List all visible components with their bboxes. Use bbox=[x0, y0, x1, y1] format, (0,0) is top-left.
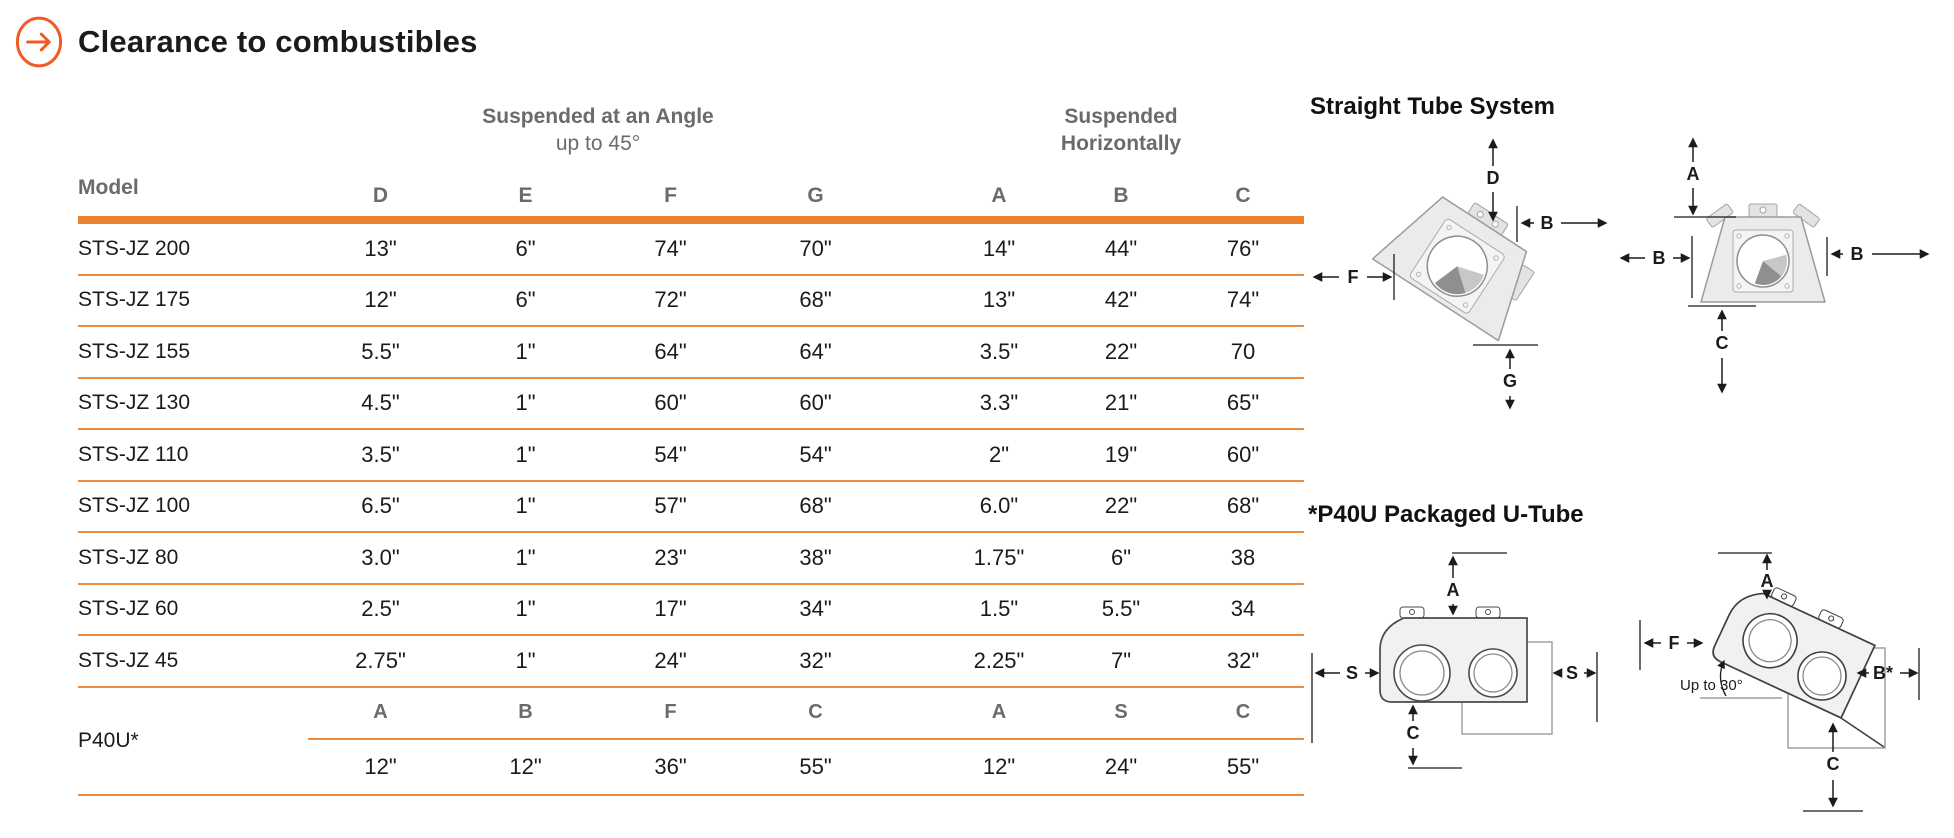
cell: 1" bbox=[515, 390, 536, 416]
model-cell: P40U* bbox=[78, 728, 139, 752]
cell: 3.5" bbox=[361, 441, 400, 467]
cell: 68" bbox=[799, 493, 832, 519]
cell: 34 bbox=[1230, 596, 1256, 622]
cell: 3.5" bbox=[979, 338, 1019, 364]
col-header-c: C bbox=[1235, 184, 1251, 207]
cell: 76" bbox=[1226, 235, 1260, 261]
cell: 2.75" bbox=[355, 647, 406, 673]
cell: 6.0" bbox=[979, 493, 1019, 519]
table-row bbox=[78, 585, 1304, 637]
model-cell: STS-JZ 80 bbox=[78, 545, 179, 569]
col-header-g: G bbox=[807, 184, 824, 207]
p40u-flat-body bbox=[1380, 607, 1527, 702]
dim-label-c: C bbox=[1826, 754, 1840, 774]
cell: 32" bbox=[799, 647, 832, 673]
model-column-header: Model bbox=[78, 176, 139, 199]
horizontal-heater-diagram bbox=[1608, 130, 1954, 410]
dim-label-a: A bbox=[1446, 580, 1460, 600]
col-header-d: D bbox=[372, 184, 389, 207]
table-column-header-row bbox=[78, 157, 1304, 216]
dim-label-b-left: B bbox=[1652, 248, 1666, 268]
dim-label-c: C bbox=[1715, 333, 1729, 353]
p40u-subheader: A bbox=[308, 688, 453, 740]
cell: 38" bbox=[799, 544, 832, 570]
cell: 57" bbox=[654, 493, 687, 519]
dim-label-c: C bbox=[1406, 723, 1420, 743]
cell: 23" bbox=[654, 544, 687, 570]
model-cell: STS-JZ 155 bbox=[78, 339, 191, 363]
cell: 22" bbox=[1104, 493, 1138, 519]
cell: 3.0" bbox=[361, 544, 400, 570]
table-row bbox=[78, 327, 1304, 379]
table-row bbox=[78, 482, 1304, 534]
p40u-subheader: B bbox=[453, 688, 598, 740]
cell: 60" bbox=[654, 390, 687, 416]
cell: 1" bbox=[515, 493, 536, 519]
p40u-subheader: C bbox=[743, 688, 888, 740]
column-gap bbox=[888, 208, 938, 216]
cell: 6.5" bbox=[361, 493, 400, 519]
horizontal-heater-body bbox=[1701, 204, 1825, 302]
p40u-subheader: A bbox=[938, 688, 1060, 740]
cell: 12" bbox=[364, 287, 397, 313]
cell: 65" bbox=[1226, 390, 1260, 416]
model-cell: STS-JZ 200 bbox=[78, 236, 191, 260]
cell: 1" bbox=[515, 596, 536, 622]
dim-label-b-right: B bbox=[1850, 244, 1864, 264]
horizontal-group-line1: Suspended bbox=[1064, 105, 1178, 128]
cell: 24" bbox=[1104, 753, 1138, 779]
model-cell: STS-JZ 45 bbox=[78, 648, 179, 672]
cell: 38 bbox=[1230, 544, 1256, 570]
header-separator-bar bbox=[78, 216, 1304, 224]
dim-label-a: A bbox=[1760, 571, 1774, 591]
model-cell: STS-JZ 60 bbox=[78, 597, 179, 621]
cell: 5.5" bbox=[1101, 596, 1141, 622]
cell: 12" bbox=[982, 753, 1016, 779]
title-row bbox=[14, 14, 478, 70]
cell: 54" bbox=[799, 441, 832, 467]
table-row bbox=[78, 430, 1304, 482]
cell: 4.5" bbox=[361, 390, 400, 416]
cell: 34" bbox=[799, 596, 832, 622]
cell: 6" bbox=[1110, 544, 1132, 570]
table-group-header-row bbox=[78, 95, 1304, 157]
col-header-b: B bbox=[1113, 184, 1129, 207]
cell: 2" bbox=[988, 441, 1010, 467]
cell: 6" bbox=[515, 287, 536, 313]
cell: 13" bbox=[982, 287, 1016, 313]
cell: 1.5" bbox=[979, 596, 1019, 622]
burner-opening bbox=[1798, 652, 1846, 700]
p40u-subheader: F bbox=[598, 688, 743, 740]
cell: 32" bbox=[1226, 647, 1260, 673]
p40u-subheader: S bbox=[1060, 688, 1182, 740]
col-header-f: F bbox=[664, 184, 677, 207]
dim-label-d: D bbox=[1486, 168, 1500, 188]
angle-group-header bbox=[308, 103, 888, 157]
horizontal-group-header bbox=[938, 103, 1304, 157]
straight-tube-heading: Straight Tube System bbox=[1310, 93, 1555, 120]
cell: 55" bbox=[1226, 753, 1260, 779]
model-cell: STS-JZ 110 bbox=[78, 442, 189, 466]
p40u-subheader: C bbox=[1182, 688, 1304, 740]
cell: 55" bbox=[799, 753, 832, 779]
p40u-flat-diagram bbox=[1300, 540, 1610, 790]
model-cell: STS-JZ 130 bbox=[78, 391, 191, 415]
cell: 70 bbox=[1230, 338, 1256, 364]
dim-label-f: F bbox=[1668, 633, 1680, 653]
cell: 24" bbox=[654, 647, 687, 673]
cell: 68" bbox=[799, 287, 832, 313]
cell: 74" bbox=[1226, 287, 1260, 313]
cell: 12" bbox=[509, 753, 542, 779]
p40u-row bbox=[78, 688, 1304, 796]
cell: 21" bbox=[1104, 390, 1138, 416]
cell: 5.5" bbox=[361, 338, 400, 364]
horizontal-group-line2: Horizontally bbox=[1060, 132, 1182, 155]
cell: 44" bbox=[1104, 235, 1138, 261]
cell: 36" bbox=[654, 753, 687, 779]
table-row bbox=[78, 276, 1304, 328]
cell: 2.25" bbox=[973, 647, 1025, 673]
angled-heater-diagram bbox=[1290, 130, 1620, 410]
dim-label-s-left: S bbox=[1345, 663, 1359, 683]
table-row bbox=[78, 533, 1304, 585]
cell: 54" bbox=[654, 441, 687, 467]
p40u-angled-diagram bbox=[1630, 540, 1954, 838]
cell: 14" bbox=[982, 235, 1016, 261]
page-title: Clearance to combustibles bbox=[78, 24, 478, 59]
cell: 19" bbox=[1104, 441, 1138, 467]
dim-label-b: B bbox=[1540, 213, 1554, 233]
table-row bbox=[78, 224, 1304, 276]
dim-label-s-right: S bbox=[1565, 663, 1579, 683]
table-row bbox=[78, 636, 1304, 688]
cell: 42" bbox=[1104, 287, 1138, 313]
angled-heater-body bbox=[1373, 173, 1555, 341]
dim-label-g: G bbox=[1502, 371, 1518, 391]
cell: 60" bbox=[799, 390, 832, 416]
cell: 12" bbox=[364, 753, 397, 779]
cell: 1" bbox=[515, 338, 536, 364]
cell: 17" bbox=[654, 596, 687, 622]
circle-arrow-right-icon bbox=[14, 14, 64, 70]
cell: 72" bbox=[654, 287, 687, 313]
dim-label-b-star: B* bbox=[1872, 663, 1894, 683]
dim-label-f: F bbox=[1347, 267, 1359, 287]
p40u-utube-heading: *P40U Packaged U-Tube bbox=[1308, 501, 1584, 528]
column-gap bbox=[888, 688, 938, 740]
angle-note: Up to 30° bbox=[1680, 677, 1743, 694]
model-cell: STS-JZ 175 bbox=[78, 288, 191, 312]
cell: 1" bbox=[515, 647, 536, 673]
cell: 1.75" bbox=[973, 544, 1025, 570]
cell: 68" bbox=[1226, 493, 1260, 519]
table-row bbox=[78, 379, 1304, 431]
clearance-table bbox=[78, 95, 1304, 796]
cell: 64" bbox=[799, 338, 832, 364]
cell: 1" bbox=[515, 441, 536, 467]
cell: 13" bbox=[364, 235, 397, 261]
cell: 74" bbox=[654, 235, 687, 261]
cell: 60" bbox=[1226, 441, 1260, 467]
cell: 6" bbox=[515, 235, 536, 261]
angle-group-line1: Suspended at an Angle bbox=[482, 105, 714, 128]
dim-label-a: A bbox=[1686, 164, 1700, 184]
col-header-a: A bbox=[991, 184, 1007, 207]
cell: 2.5" bbox=[361, 596, 400, 622]
model-cell: STS-JZ 100 bbox=[78, 494, 191, 518]
col-header-e: E bbox=[518, 184, 533, 207]
angle-group-line2: up to 45° bbox=[555, 132, 641, 155]
cell: 70" bbox=[799, 235, 832, 261]
cell: 64" bbox=[654, 338, 687, 364]
cell: 22" bbox=[1104, 338, 1138, 364]
cell: 1" bbox=[515, 544, 536, 570]
cell: 3.3" bbox=[979, 390, 1019, 416]
cell: 7" bbox=[1110, 647, 1132, 673]
